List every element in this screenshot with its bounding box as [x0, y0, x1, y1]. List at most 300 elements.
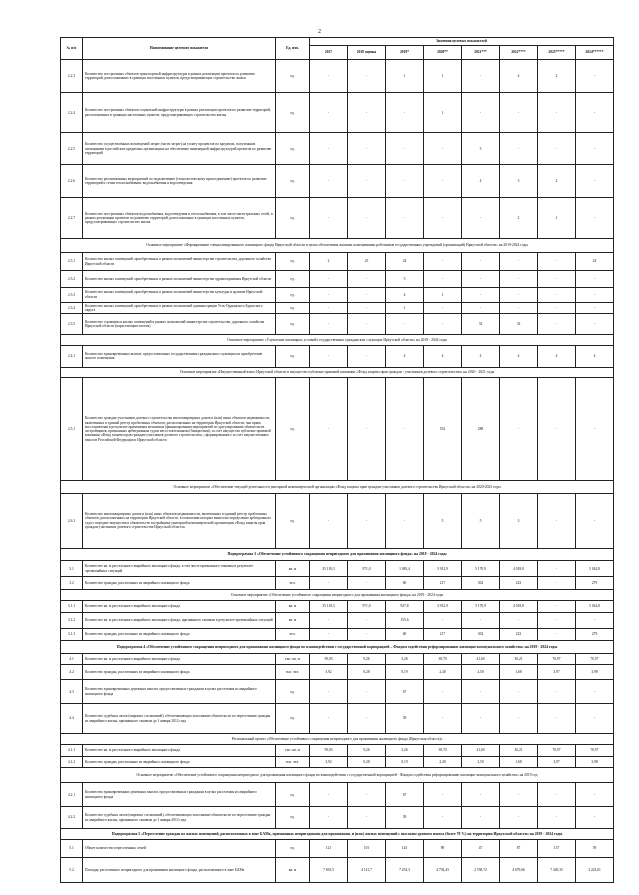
value-cell: 279 — [576, 628, 614, 641]
value-cell: 30,21 — [500, 653, 538, 664]
indicator-name: Количество судебных актов (мировых соглашений), обеспечивающих исполнение обязательств по переселению граждан из аварийного жилья, признанного таковым до 1 января 2012 года — [83, 807, 276, 829]
header-year: 2020** — [424, 46, 462, 60]
table-row — [61, 302, 614, 313]
value-cell: - — [310, 704, 348, 734]
value-cell: - — [386, 314, 424, 335]
unit-cell: ед. — [276, 840, 310, 857]
value-cell: - — [310, 807, 348, 829]
value-cell: 3,26 — [386, 745, 424, 756]
value-cell: - — [576, 60, 614, 93]
table-row — [61, 561, 614, 577]
value-cell: - — [348, 270, 386, 287]
value-cell: 4 — [424, 346, 462, 368]
value-cell: - — [310, 60, 348, 93]
indicator-name: Количество кв. м расселенного аварийного жилищного фонда, в том числе признанного таковым в результате чрезвычайных ситуаций — [83, 561, 276, 577]
value-cell: - — [310, 165, 348, 198]
value-cell: - — [538, 612, 576, 628]
header-year: 2021*** — [462, 46, 500, 60]
row-number: 4.2.1 — [61, 783, 83, 807]
value-cell: - — [386, 165, 424, 198]
value-cell: - — [310, 378, 348, 481]
value-cell: - — [538, 628, 576, 641]
unit-cell: тыс. чел. — [276, 665, 310, 680]
value-cell: 3,26 — [386, 653, 424, 664]
row-number: 4.1.1 — [61, 745, 83, 756]
value-cell: - — [576, 378, 614, 481]
table-row — [61, 680, 614, 704]
value-cell: - — [462, 253, 500, 270]
value-cell: 38,70 — [424, 653, 462, 664]
value-cell: - — [462, 287, 500, 302]
indicator-name: Количество построенных объектов транспортной инфраструктуры в рамках реализации проектов по развитию территорий, расположенных в границах населенных пунктов, предусматривающих строительство жилья — [83, 60, 276, 93]
section-title: Региональный проект «Обеспечение устойчивого сокращения непригодного для проживания жилищного фонда (Иркутская область)» — [61, 733, 614, 744]
value-cell: 3 912,9 — [424, 601, 462, 612]
value-cell: 1,68 — [500, 665, 538, 680]
unit-cell: ед. — [276, 93, 310, 133]
value-cell: 2,40 — [424, 665, 462, 680]
indicator-name: Количество жилых помещений, приобретенных в рамках полномочий министерства строительства, дорожного хозяйства Иркутской области — [83, 253, 276, 270]
value-cell: 5 170,9 — [462, 601, 500, 612]
table-row — [61, 745, 614, 756]
value-cell: 155,6 — [386, 612, 424, 628]
value-cell: 1 083,4 — [386, 561, 424, 577]
unit-cell: тыс. чел. — [276, 756, 310, 767]
header-year: 2017 — [310, 46, 348, 60]
value-cell: - — [576, 704, 614, 734]
value-cell: 4 — [538, 346, 576, 368]
indicator-name: Количество строящихся жилых помещений в рамках полномочий министерства строительства, дорожного хозяйства Иркутской области (нарастающим итогом) — [83, 314, 276, 335]
value-cell: - — [348, 378, 386, 481]
value-cell: 24 — [576, 253, 614, 270]
value-cell: - — [348, 133, 386, 165]
value-cell: - — [538, 93, 576, 133]
value-cell: - — [310, 628, 348, 641]
row-number: 2.3.4 — [61, 302, 83, 313]
table-row — [61, 601, 614, 612]
value-cell: - — [424, 270, 462, 287]
value-cell: - — [500, 302, 538, 313]
value-cell: - — [462, 60, 500, 93]
table-row — [61, 493, 614, 548]
value-cell: 3 912,9 — [424, 561, 462, 577]
header-name: Наименование целевого показателя — [83, 38, 276, 60]
table-row — [61, 840, 614, 857]
value-cell: - — [576, 93, 614, 133]
value-cell: - — [310, 198, 348, 238]
value-cell: 3,97 — [538, 756, 576, 767]
indicator-name: Количество граждан, расселенных из аварийного жилищного фонда — [83, 665, 276, 680]
value-cell: 3,97 — [538, 665, 576, 680]
row-number: 4.1.2 — [61, 756, 83, 767]
value-cell: - — [348, 577, 386, 590]
value-cell: 59 — [576, 840, 614, 857]
value-cell: - — [576, 807, 614, 829]
row-number: 2.2.5 — [61, 133, 83, 165]
value-cell: 24 — [386, 253, 424, 270]
value-cell: 4 018,8 — [500, 561, 538, 577]
unit-cell: кв. м — [276, 612, 310, 628]
table-row — [61, 287, 614, 302]
value-cell: 217 — [424, 628, 462, 641]
page-number: 2 — [318, 29, 321, 35]
value-cell: - — [424, 314, 462, 335]
value-cell: 0,28 — [348, 665, 386, 680]
value-cell: - — [462, 807, 500, 829]
indicator-name: Количество жилых помещений, приобретенных в рамках полномочий министерства культуры и архивов Иркутской области — [83, 287, 276, 302]
section-row — [61, 768, 614, 783]
table-row — [61, 198, 614, 238]
value-cell: - — [348, 628, 386, 641]
value-cell: - — [310, 287, 348, 302]
header-year: 2023***** — [538, 46, 576, 60]
row-number: 3.1.3 — [61, 628, 83, 641]
indicator-name: Количество граждан, расселенных из аварийного жилищного фонда — [83, 628, 276, 641]
value-cell: 9,26 — [348, 653, 386, 664]
indicator-name: Общее количество переселенных семей — [83, 840, 276, 857]
value-cell: - — [500, 704, 538, 734]
row-number: 3.1.2 — [61, 612, 83, 628]
value-cell: - — [310, 783, 348, 807]
value-cell: - — [310, 493, 348, 548]
value-cell: 5 — [386, 270, 424, 287]
value-cell: 35 118,3 — [310, 561, 348, 577]
row-number: 5.1 — [61, 840, 83, 857]
table-row — [61, 133, 614, 165]
value-cell: - — [424, 198, 462, 238]
table-row — [61, 378, 614, 481]
value-cell: - — [386, 198, 424, 238]
unit-cell: ед. — [276, 133, 310, 165]
value-cell: - — [348, 314, 386, 335]
row-number: 2.2.4 — [61, 93, 83, 133]
value-cell: - — [538, 577, 576, 590]
value-cell: 137 — [538, 840, 576, 857]
unit-cell: ед. — [276, 314, 310, 335]
table-body — [61, 60, 614, 883]
subprogram-row — [61, 828, 614, 839]
indicator-name: Количество построенных объектов социальной инфраструктуры в рамках реализации проектов по развитию территорий, расположенных в границах населенных пунктов, предусматривающих строительство жилья — [83, 93, 276, 133]
row-number: 2.2.3 — [61, 60, 83, 93]
table-row — [61, 577, 614, 590]
value-cell: - — [500, 287, 538, 302]
header-year: 2024****** — [576, 46, 614, 60]
value-cell: 101 — [348, 840, 386, 857]
value-cell: - — [310, 314, 348, 335]
value-cell: - — [348, 165, 386, 198]
unit-cell: ед. — [276, 302, 310, 313]
value-cell: 70,97 — [576, 745, 614, 756]
value-cell: - — [576, 680, 614, 704]
value-cell: 223 — [500, 577, 538, 590]
unit-cell: ед. — [276, 270, 310, 287]
row-number: 2.3.5 — [61, 314, 83, 335]
value-cell: - — [310, 346, 348, 368]
row-number: 2.3.1 — [61, 253, 83, 270]
unit-cell: ед. — [276, 783, 310, 807]
value-cell: 302 — [462, 577, 500, 590]
indicator-name: Количество кв. м расселенного аварийного жилищного фонда, признанного таковым в результате чрезвычайных ситуаций — [83, 612, 276, 628]
value-cell: - — [538, 783, 576, 807]
value-cell: - — [386, 493, 424, 548]
value-cell: - — [424, 133, 462, 165]
row-number: 4.2 — [61, 665, 83, 680]
value-cell: - — [538, 601, 576, 612]
unit-cell: ед. — [276, 253, 310, 270]
subprogram-title: Подпрограмма 5 «Переселение граждан из жилых помещений, расположенных в зоне БАМа, признанных непригодными для проживания, и (или) жилых помещений с высоким уровнем износа (более 70 %) на территории Иркутской области» на 2019 - 2024 годы — [61, 828, 614, 839]
value-cell: - — [462, 680, 500, 704]
value-cell: 5 — [462, 493, 500, 548]
value-cell: - — [576, 270, 614, 287]
value-cell: 41,60 — [462, 745, 500, 756]
value-cell: - — [576, 783, 614, 807]
value-cell: - — [424, 302, 462, 313]
row-number: 4.2.2 — [61, 807, 83, 829]
value-cell: - — [538, 270, 576, 287]
table-row — [61, 165, 614, 198]
value-cell: 60 — [386, 628, 424, 641]
value-cell: - — [538, 253, 576, 270]
value-cell: - — [538, 561, 576, 577]
unit-cell: ед. — [276, 346, 310, 368]
value-cell: 7 692,5 — [310, 857, 348, 883]
value-cell: - — [538, 133, 576, 165]
value-cell: 5 170,9 — [462, 561, 500, 577]
value-cell: 87 — [500, 840, 538, 857]
row-number: 2.2.7 — [61, 198, 83, 238]
value-cell: - — [462, 93, 500, 133]
row-number: 4.4 — [61, 704, 83, 734]
indicator-name: Количество многоквартирных домов и (или) иных объектов недвижимости, включенных в единый реестр проблемных объектов, расположенных на территории Иркутской области, в отношении которых вынесено определение арбитражного суда о передаче имущества и обязательств застройщика унитарной некоммерческой организации «Фонд защиты прав граждан-участников долевого строительства Иркутской области» — [83, 493, 276, 548]
unit-cell: чел. — [276, 628, 310, 641]
value-cell: - — [538, 807, 576, 829]
value-cell: 927,8 — [386, 601, 424, 612]
value-cell: 279 — [576, 577, 614, 590]
indicator-name: Количество граждан-участников долевого строительства многоквартирных домов и (или) иных объектов недвижимости, включенных в единый реестр проблемных объектов, расположенных на территории Иркутской области, чьи права восстановлены в результате применения механизма (финансирования мероприятий по урегулированию обязательств застройщиков, признанных арбитражным судом несостоятельными (банкротами), за счет имущества публично-правовой компании «Фонд защиты прав граждан-участников долевого строительства», сформированного за счет имущественных взносов Российской Федерации и Иркутской области — [83, 378, 276, 481]
value-cell: - — [576, 198, 614, 238]
value-cell: 4 — [462, 346, 500, 368]
row-number: 4.1 — [61, 653, 83, 664]
value-cell: 3,98 — [576, 756, 614, 767]
value-cell: 3,98 — [576, 665, 614, 680]
table-row — [61, 628, 614, 641]
value-cell: 4 141,7 — [348, 857, 386, 883]
value-cell: 7 420,35 — [538, 857, 576, 883]
value-cell: 89 — [424, 840, 462, 857]
section-title: Основное мероприятие «Формирование специализированного жилищного фонда Иркутской области в целях обеспечения жилыми помещениями работников государственных учреждений (организаций) Иркутской области» на 2019-2024 годы — [61, 238, 614, 253]
value-cell: 60 — [386, 577, 424, 590]
indicator-name: Количество кв. м расселенного аварийного жилищного фонда — [83, 745, 276, 756]
row-number: 3.1.1 — [61, 601, 83, 612]
value-cell: 70,97 — [538, 745, 576, 756]
value-cell: 41,60 — [462, 653, 500, 664]
value-cell: 288 — [462, 378, 500, 481]
header-unit: Ед. изм. — [276, 38, 310, 60]
value-cell: 5 024,8 — [576, 561, 614, 577]
value-cell: - — [576, 302, 614, 313]
unit-cell: ед. — [276, 680, 310, 704]
value-cell: - — [310, 270, 348, 287]
value-cell: - — [348, 680, 386, 704]
header-num: № п/п — [61, 38, 83, 60]
value-cell: - — [386, 133, 424, 165]
value-cell: - — [310, 93, 348, 133]
value-cell: - — [500, 612, 538, 628]
unit-cell: чел. — [276, 577, 310, 590]
value-cell: - — [310, 680, 348, 704]
table-row — [61, 653, 614, 664]
unit-cell: тыс. кв. м — [276, 653, 310, 664]
value-cell: 39 — [386, 807, 424, 829]
value-cell: 1 — [424, 60, 462, 93]
subprogram-row — [61, 548, 614, 561]
table-row — [61, 93, 614, 133]
indicator-name: Количество кв. м расселенного аварийного жилищного фонда — [83, 653, 276, 664]
value-cell: 971,0 — [348, 601, 386, 612]
row-number: 2.4.1 — [61, 346, 83, 368]
indicator-name: Количество единовременных денежных выплат, предоставленных гражданам в целях расселения из аварийного жилищного фонда — [83, 783, 276, 807]
value-cell: - — [538, 680, 576, 704]
header-values-title: Значения целевых показателей — [310, 38, 614, 46]
unit-cell: ед. — [276, 60, 310, 93]
value-cell: 4 — [386, 346, 424, 368]
section-row — [61, 334, 614, 345]
value-cell: 0,19 — [386, 756, 424, 767]
section-row — [61, 733, 614, 744]
value-cell: 47 — [462, 840, 500, 857]
value-cell: - — [462, 783, 500, 807]
value-cell: - — [500, 807, 538, 829]
value-cell: - — [500, 783, 538, 807]
header-year: 2018 оценка — [348, 46, 386, 60]
value-cell: 2 — [538, 165, 576, 198]
value-cell: 2,40 — [424, 756, 462, 767]
value-cell: - — [348, 612, 386, 628]
value-cell: 5 — [424, 493, 462, 548]
value-cell: 3 — [500, 493, 538, 548]
value-cell: 70,97 — [538, 653, 576, 664]
target-indicators-table — [60, 37, 614, 883]
section-row — [61, 238, 614, 253]
unit-cell: ед. — [276, 287, 310, 302]
section-title: Основное мероприятие «Обеспечение текущей деятельности унитарной некоммерческой организации «Фонд защиты прав граждан-участников долевого строительства Иркутской области» на 2020-2023 годы — [61, 481, 614, 494]
value-cell: - — [576, 165, 614, 198]
value-cell: - — [424, 783, 462, 807]
value-cell: 2 — [538, 60, 576, 93]
indicator-name: Количество граждан, расселенных из аварийного жилищного фонда — [83, 577, 276, 590]
value-cell: 302 — [462, 628, 500, 641]
section-title: Основное мероприятие «Обеспечение устойчивого сокращения непригодного для проживания жилищного фонда во взаимодействии с государственной корпорацией - Фондом содействия реформированию жилищно-коммунального хозяйства» на 2019 год — [61, 768, 614, 783]
header-year: 2022**** — [500, 46, 538, 60]
indicator-name: Количество жилых помещений, приобретенных в рамках полномочий администрации Усть-Ордынского Бурятского округа — [83, 302, 276, 313]
value-cell: - — [348, 493, 386, 548]
value-cell: 121 — [310, 840, 348, 857]
table-row — [61, 270, 614, 287]
value-cell: - — [348, 60, 386, 93]
value-cell: 67 — [386, 783, 424, 807]
unit-cell: ед. — [276, 704, 310, 734]
value-cell: 59,03 — [310, 745, 348, 756]
section-row — [61, 367, 614, 377]
value-cell: 9,26 — [348, 745, 386, 756]
row-number: 2.3.3 — [61, 287, 83, 302]
value-cell: 1 — [424, 287, 462, 302]
unit-cell: тыс. кв. м — [276, 745, 310, 756]
section-title: Основное мероприятие «Обеспечение устойчивого сокращения непригодного для проживания жилищного фонда» на 2019 - 2024 годы — [61, 589, 614, 600]
table-row — [61, 253, 614, 270]
table-row — [61, 756, 614, 767]
value-cell: - — [500, 253, 538, 270]
value-cell: - — [348, 783, 386, 807]
value-cell: 1 — [538, 198, 576, 238]
indicator-name: Количество осуществлённых возмещений затрат (части затрат) на уплату процентов по кредитам, полученным заемщиками в российских кредитных организациях на обеспечение инженерной инфраструктурой проектов по развитию территорий — [83, 133, 276, 165]
value-cell: - — [538, 378, 576, 481]
indicator-name: Количество реализованных мероприятий по подключению (технологическому присоединению) проектов по развитию территорий к сетям теплоснабжения, водоснабжения и водоотведения — [83, 165, 276, 198]
value-cell: - — [386, 378, 424, 481]
value-cell: - — [310, 612, 348, 628]
value-cell: 4 — [576, 346, 614, 368]
header-year: 2019* — [386, 46, 424, 60]
value-cell: - — [462, 302, 500, 313]
row-number: 5.2 — [61, 857, 83, 883]
value-cell: 4 — [500, 60, 538, 93]
value-cell: 223 — [500, 628, 538, 641]
value-cell: 3,92 — [310, 665, 348, 680]
indicator-name: Количество единовременных денежных выплат, предоставленных гражданам в целях расселения из аварийного жилищного фонда — [83, 680, 276, 704]
value-cell: 1,68 — [500, 756, 538, 767]
value-cell: 1 — [386, 302, 424, 313]
value-cell: 552 — [424, 378, 462, 481]
value-cell: 25 — [348, 253, 386, 270]
unit-cell: кв. м — [276, 601, 310, 612]
value-cell: 33 — [462, 314, 500, 335]
unit-cell: ед. — [276, 807, 310, 829]
value-cell: - — [538, 314, 576, 335]
table-row — [61, 783, 614, 807]
value-cell: - — [310, 577, 348, 590]
unit-cell: кв. м — [276, 561, 310, 577]
value-cell: - — [348, 807, 386, 829]
value-cell: - — [424, 680, 462, 704]
row-number: 2.3.2 — [61, 270, 83, 287]
value-cell: 4 — [386, 287, 424, 302]
indicator-name: Количество граждан, расселенных из аварийного жилищного фонда — [83, 756, 276, 767]
value-cell: - — [462, 612, 500, 628]
value-cell: 4 792,43 — [424, 857, 462, 883]
row-number: 2.5.1 — [61, 378, 83, 481]
value-cell: - — [424, 612, 462, 628]
value-cell: - — [348, 302, 386, 313]
value-cell: 217 — [424, 577, 462, 590]
value-cell: - — [424, 253, 462, 270]
value-cell: 2 — [500, 198, 538, 238]
value-cell: - — [348, 704, 386, 734]
value-cell: - — [424, 165, 462, 198]
table-row — [61, 704, 614, 734]
table-row — [61, 612, 614, 628]
unit-cell: ед. — [276, 493, 310, 548]
value-cell: 4 — [500, 346, 538, 368]
value-cell: - — [424, 807, 462, 829]
table-row — [61, 857, 614, 883]
row-number: 3.2 — [61, 577, 83, 590]
value-cell: 39 — [386, 704, 424, 734]
value-cell: - — [348, 198, 386, 238]
value-cell: 70,97 — [576, 653, 614, 664]
value-cell: - — [576, 287, 614, 302]
value-cell: - — [538, 704, 576, 734]
value-cell: 4 — [462, 165, 500, 198]
value-cell: 33 — [500, 314, 538, 335]
